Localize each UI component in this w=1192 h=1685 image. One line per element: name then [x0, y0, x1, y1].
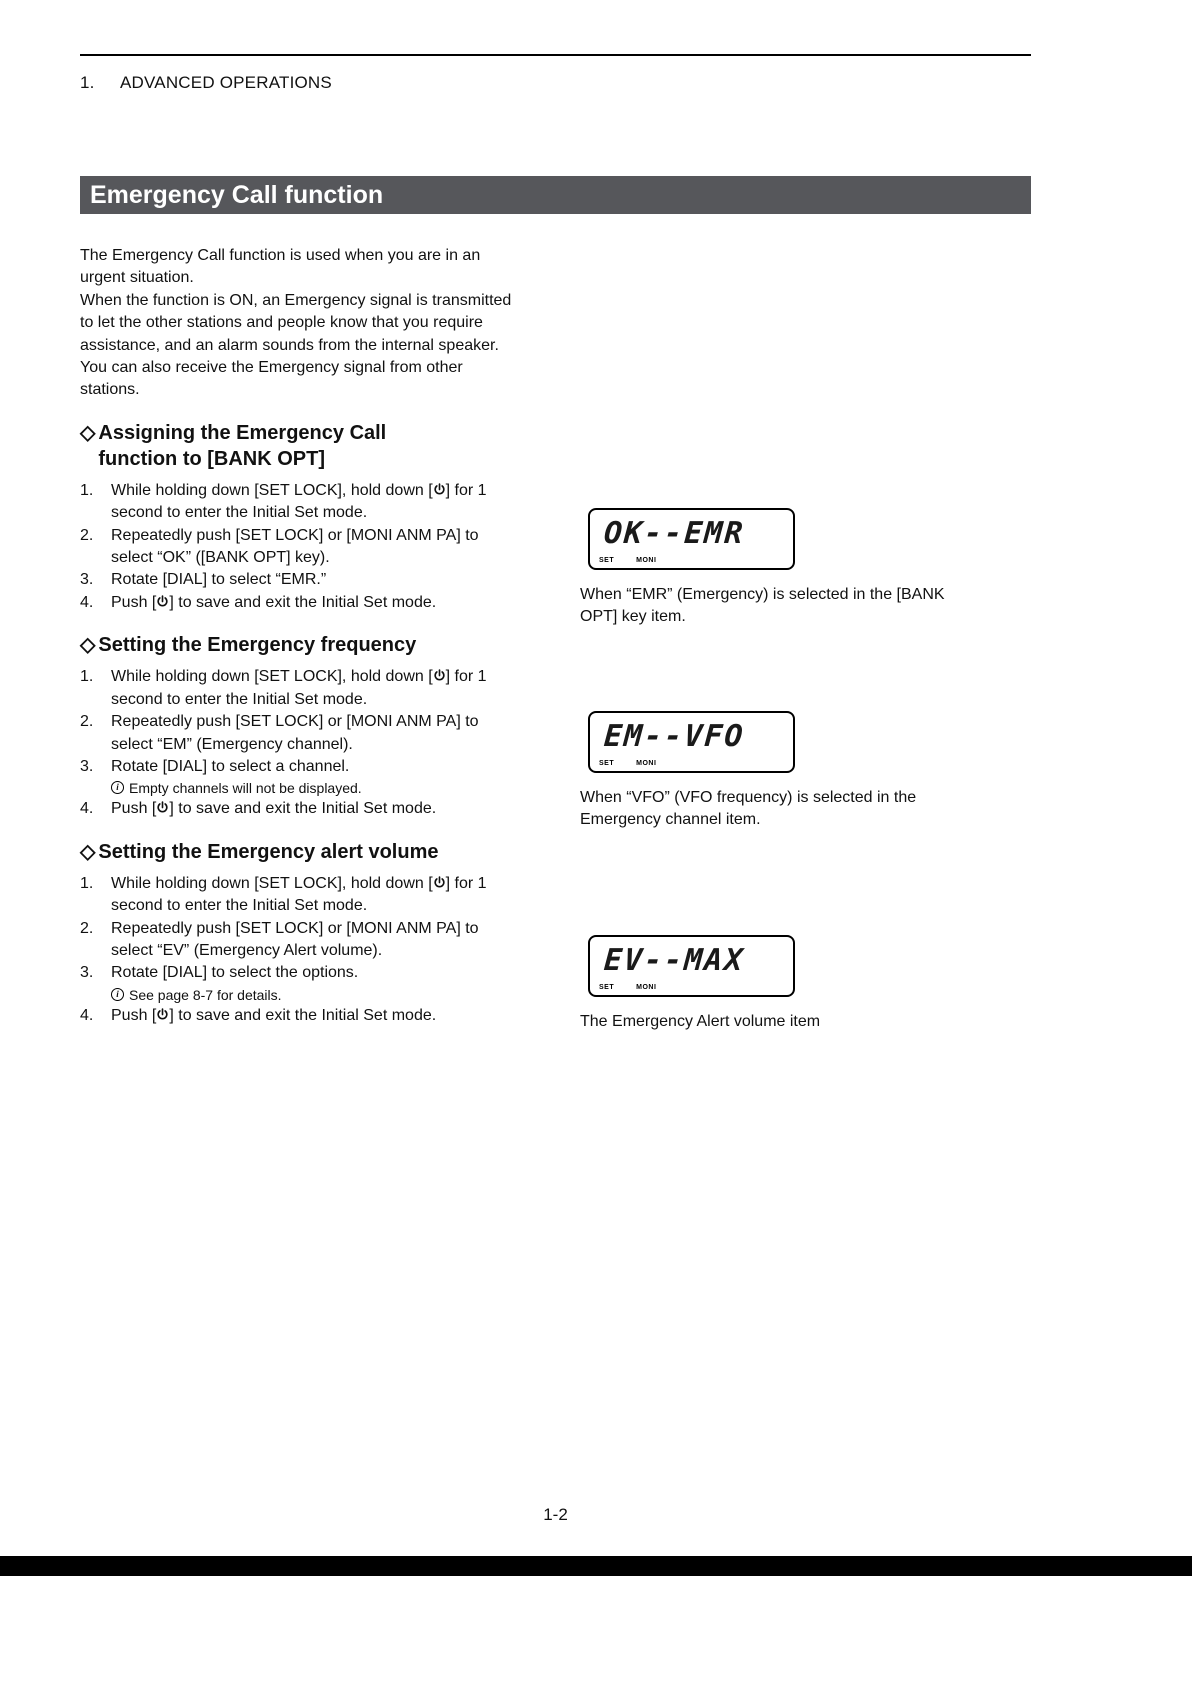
step-number: 1.	[80, 874, 94, 892]
power-key-icon	[433, 876, 446, 889]
step	[80, 525, 522, 570]
lcd-display-group	[580, 711, 1031, 832]
step	[80, 873, 522, 918]
lcd-mode-label: MONI	[636, 557, 657, 564]
power-key-icon	[433, 669, 446, 682]
step	[80, 711, 522, 756]
power-key-icon	[433, 483, 446, 496]
step	[80, 592, 522, 614]
step	[80, 569, 522, 591]
step-text: Rotate [DIAL] to select “EMR.”	[111, 571, 327, 589]
power-key-icon	[156, 801, 169, 814]
display-caption: When “EMR” (Emergency) is selected in the [BANK OPT] key item.	[580, 586, 945, 626]
step-text: Push [ ] to save and exit the Initial Set mode.	[111, 800, 437, 818]
lcd-mode-label: SET	[599, 557, 615, 564]
step-text: Rotate [DIAL] to select a channel.	[111, 757, 350, 775]
chapter-header	[80, 73, 332, 93]
page-number: 1-2	[543, 1505, 568, 1524]
step-text: While holding down [SET LOCK], hold down [ ] for 1 second to enter the Initial Set mode.	[111, 481, 487, 522]
note-text: See page 8-7 for details.	[129, 986, 282, 1003]
section-heading-text: Setting the Emergency frequency	[98, 634, 417, 657]
section-heading	[80, 420, 522, 472]
step-number: 2.	[80, 713, 94, 731]
top-rule	[80, 54, 1031, 56]
bottom-edge-bar	[0, 1556, 1192, 1576]
step-text: Push [ ] to save and exit the Initial Set mode.	[111, 1006, 437, 1024]
step	[80, 918, 522, 963]
section-banner	[80, 176, 1031, 214]
step-text: While holding down [SET LOCK], hold down [ ] for 1 second to enter the Initial Set mode.	[111, 668, 487, 708]
step-number: 3.	[80, 571, 94, 589]
power-key-icon	[156, 1008, 169, 1021]
display-caption: The Emergency Alert volume item	[580, 1013, 821, 1030]
lcd-mode-label: SET	[599, 760, 615, 767]
section-banner-title: Emergency Call function	[90, 181, 384, 209]
lcd-display-group	[580, 508, 1031, 629]
step-list	[80, 666, 522, 820]
lcd-text: EV--MAX	[602, 943, 746, 978]
step-number: 3.	[80, 757, 94, 775]
lcd-display	[588, 935, 795, 997]
lcd-display-group	[580, 935, 1031, 1033]
step	[80, 962, 522, 984]
display-caption: When “VFO” (VFO frequency) is selected in the Emergency channel item.	[580, 789, 917, 829]
lcd-display	[588, 711, 795, 773]
note-text: Empty channels will not be displayed.	[129, 780, 362, 797]
intro	[80, 245, 522, 402]
left-column	[80, 245, 522, 1027]
step-number: 4.	[80, 800, 94, 818]
section-heading	[80, 632, 522, 658]
lcd-text: OK--EMR	[602, 516, 746, 551]
step-text: Push [ ] to save and exit the Initial Set mode.	[111, 593, 437, 611]
diamond-icon: ◇	[80, 840, 96, 863]
intro-paragraph: When the function is ON, an Emergency signal is transmitted to let the other stations and people know that you require assistance, and an alarm sounds from the internal speaker.	[80, 291, 512, 354]
lcd-display	[588, 508, 795, 570]
chapter-title: ADVANCED OPERATIONS	[120, 73, 332, 92]
section-heading-text: Assigning the Emergency Call function to [BANK OPT]	[98, 421, 387, 470]
step-text: Repeatedly push [SET LOCK] or [MONI ANM PA] to select “OK” ([BANK OPT] key).	[111, 526, 479, 567]
step-number: 1.	[80, 481, 94, 499]
step-number: 1.	[80, 668, 94, 686]
diamond-icon: ◇	[80, 634, 96, 657]
sections	[80, 420, 522, 1027]
section-heading	[80, 839, 522, 865]
step-note	[111, 778, 522, 798]
step-text: Repeatedly push [SET LOCK] or [MONI ANM PA] to select “EM” (Emergency channel).	[111, 713, 479, 753]
power-key-icon	[156, 595, 169, 608]
step-number: 4.	[80, 1006, 94, 1024]
step	[80, 1005, 522, 1027]
diamond-icon: ◇	[80, 421, 96, 444]
section-heading-text: Setting the Emergency alert volume	[98, 840, 439, 863]
intro-paragraph: You can also receive the Emergency signal from other stations.	[80, 359, 463, 399]
step-note	[111, 985, 522, 1005]
step	[80, 666, 522, 711]
step	[80, 798, 522, 820]
info-icon: i	[111, 781, 124, 794]
lcd-mode-label: MONI	[636, 760, 657, 767]
step-number: 3.	[80, 964, 94, 982]
lcd-mode-labels	[599, 984, 656, 991]
step	[80, 756, 522, 778]
step-list	[80, 480, 522, 614]
step-text: While holding down [SET LOCK], hold down [ ] for 1 second to enter the Initial Set mode.	[111, 874, 487, 915]
lcd-mode-label: MONI	[636, 984, 657, 991]
step	[80, 480, 522, 525]
lcd-mode-labels	[599, 760, 656, 767]
info-icon: i	[111, 988, 124, 1001]
step-number: 4.	[80, 593, 94, 611]
step-list	[80, 873, 522, 1027]
lcd-mode-labels	[599, 557, 656, 564]
step-number: 2.	[80, 526, 94, 544]
lcd-text: EM--VFO	[602, 719, 746, 754]
step-text: Repeatedly push [SET LOCK] or [MONI ANM PA] to select “EV” (Emergency Alert volume).	[111, 919, 479, 959]
intro-paragraph: The Emergency Call function is used when you are in an urgent situation.	[80, 247, 481, 287]
step-number: 2.	[80, 919, 94, 937]
lcd-mode-label: SET	[599, 984, 615, 991]
step-text: Rotate [DIAL] to select the options.	[111, 964, 359, 982]
chapter-number: 1.	[80, 73, 95, 92]
